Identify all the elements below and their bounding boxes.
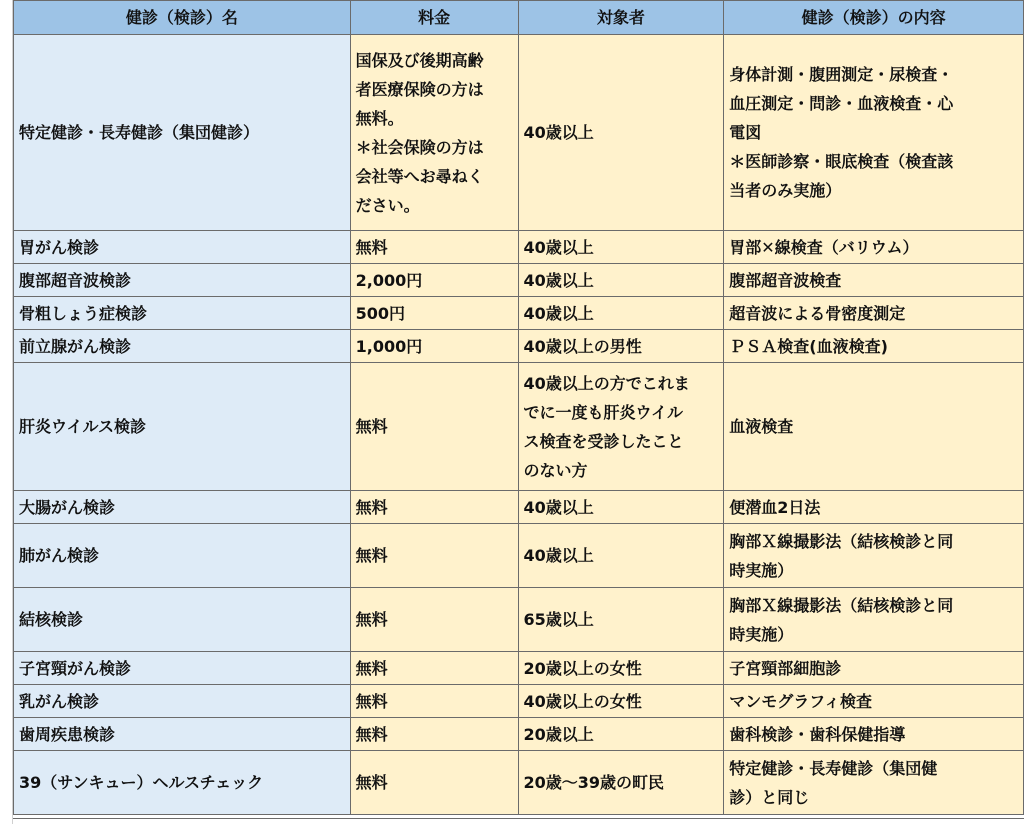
cell-text: 500円 [355, 303, 406, 323]
cell-text: 無料 [355, 610, 388, 629]
cell-text: 胃部✕線検査（バリウム） [729, 237, 919, 257]
cell-text: 胸部Ｘ線撮影法（結核検診と同 時実施） [729, 531, 954, 580]
cell-fee[interactable] [350, 363, 518, 491]
cell-fee[interactable] [350, 264, 518, 297]
table-row [14, 685, 1024, 718]
header-target[interactable]: 対象者 [518, 1, 724, 35]
cell-text: 特定健診・長寿健診（集団健診） [19, 123, 260, 142]
cell-target[interactable] [518, 588, 724, 652]
cell-text: 前立腺がん検診 [19, 336, 132, 356]
cell-text: 子宮頸がん検診 [19, 658, 132, 678]
cell-text: 肝炎ウイルス検診 [19, 417, 147, 436]
checkup-table [13, 0, 1024, 815]
cell-text: 特定健診・長寿健診（集団健 診）と同じ [729, 758, 938, 807]
cell-text: 超音波による骨密度測定 [729, 303, 906, 323]
cell-content[interactable] [724, 297, 1024, 330]
cell-fee[interactable] [350, 524, 518, 588]
cell-text: 肺がん検診 [19, 546, 100, 565]
cell-text: 40歳以上 [523, 123, 594, 142]
cell-text: 胸部Ｘ線撮影法（結核検診と同 時実施） [729, 595, 954, 644]
cell-content[interactable] [724, 363, 1024, 491]
cell-text: 腹部超音波検査 [729, 270, 842, 290]
table-row [14, 588, 1024, 652]
cell-name[interactable] [14, 35, 351, 231]
cell-text: 子宮頸部細胞診 [729, 658, 842, 678]
cell-name[interactable] [14, 363, 351, 491]
cell-text: 無料 [355, 546, 388, 565]
table-row [14, 264, 1024, 297]
table-row [14, 751, 1024, 815]
cell-target[interactable] [518, 363, 724, 491]
cell-target[interactable] [518, 491, 724, 524]
cell-fee[interactable] [350, 718, 518, 751]
cell-name[interactable] [14, 524, 351, 588]
cell-fee[interactable] [350, 231, 518, 264]
cell-text: 腹部超音波検診 [19, 270, 132, 290]
cell-target[interactable] [518, 231, 724, 264]
table-row [14, 652, 1024, 685]
cell-target[interactable] [518, 297, 724, 330]
cell-text: 胃がん検診 [19, 237, 100, 257]
cell-text: 無料 [355, 497, 388, 517]
cell-content[interactable] [724, 751, 1024, 815]
cell-text: 40歳以上 [523, 303, 594, 323]
cell-name[interactable] [14, 330, 351, 363]
cell-text: 無料 [355, 691, 388, 711]
cell-name[interactable] [14, 652, 351, 685]
cell-name[interactable] [14, 231, 351, 264]
cell-content[interactable] [724, 231, 1024, 264]
cell-text: 40歳以上の女性 [523, 691, 642, 711]
cell-text: 無料 [355, 658, 388, 678]
cell-text: 無料 [355, 724, 388, 744]
cell-text: 20歳～39歳の町民 [523, 773, 665, 792]
cell-name[interactable] [14, 751, 351, 815]
table-row [14, 35, 1024, 231]
cell-target[interactable] [518, 524, 724, 588]
table-row [14, 363, 1024, 491]
cell-name[interactable] [14, 491, 351, 524]
cell-text: 国保及び後期高齢 者医療保険の方は 無料。 ＊社会保険の方は 会社等へお尋ねく ださい。 [355, 50, 484, 215]
cell-content[interactable] [724, 491, 1024, 524]
cell-text: 40歳以上 [523, 270, 594, 290]
table-row [14, 524, 1024, 588]
header-fee[interactable]: 料金 [350, 1, 518, 35]
cell-name[interactable] [14, 685, 351, 718]
cell-name[interactable] [14, 718, 351, 751]
cell-target[interactable] [518, 751, 724, 815]
cell-fee[interactable] [350, 491, 518, 524]
cell-content[interactable] [724, 588, 1024, 652]
table-row [14, 491, 1024, 524]
table-row [14, 330, 1024, 363]
header-name[interactable]: 健診（検診）名 [14, 1, 351, 35]
header-content[interactable]: 健診（検診）の内容 [724, 1, 1024, 35]
cell-text: 2,000円 [355, 270, 423, 290]
cell-content[interactable] [724, 35, 1024, 231]
cell-fee[interactable] [350, 588, 518, 652]
cell-fee[interactable] [350, 35, 518, 231]
cell-text: 40歳以上 [523, 237, 594, 257]
cell-target[interactable] [518, 264, 724, 297]
cell-target[interactable] [518, 35, 724, 231]
row-header-strip [0, 0, 13, 824]
cell-content[interactable] [724, 330, 1024, 363]
cell-content[interactable] [724, 652, 1024, 685]
cell-text: 20歳以上 [523, 724, 594, 744]
cell-text: 65歳以上 [523, 610, 594, 629]
cell-content[interactable] [724, 685, 1024, 718]
header-row [14, 1, 1024, 35]
cell-fee[interactable] [350, 751, 518, 815]
cell-text: 40歳以上の男性 [523, 336, 642, 356]
cell-fee[interactable] [350, 297, 518, 330]
table-row [14, 718, 1024, 751]
table-row [14, 297, 1024, 330]
cell-text: 歯周疾患検診 [19, 724, 116, 744]
cell-text: 歯科検診・歯科保健指導 [729, 724, 906, 744]
cell-text: ＰＳＡ検査(血液検査) [729, 336, 888, 356]
cell-target[interactable] [518, 718, 724, 751]
cell-fee[interactable] [350, 330, 518, 363]
cell-text: 無料 [355, 773, 388, 792]
cell-target[interactable] [518, 330, 724, 363]
cell-text: 40歳以上 [523, 546, 594, 565]
cell-text: 1,000円 [355, 336, 423, 356]
cell-fee[interactable] [350, 685, 518, 718]
cell-text: マンモグラフィ検査 [729, 691, 873, 711]
cell-text: 結核検診 [19, 610, 84, 629]
cell-text: 39（サンキュー）ヘルスチェック [19, 773, 264, 792]
cell-target[interactable] [518, 652, 724, 685]
cell-text: 無料 [355, 417, 388, 436]
cell-name[interactable] [14, 297, 351, 330]
cell-text: 血液検査 [729, 417, 794, 436]
cell-content[interactable] [724, 264, 1024, 297]
cell-fee[interactable] [350, 652, 518, 685]
cell-content[interactable] [724, 718, 1024, 751]
table-row [14, 231, 1024, 264]
cell-text: 身体計測・腹囲測定・尿検査・ 血圧測定・問診・血液検査・心 電図 ＊医師診察・眼底検査（検査該 当者のみ実施） [729, 65, 954, 200]
cell-text: 骨粗しょう症検診 [19, 303, 148, 323]
cell-content[interactable] [724, 524, 1024, 588]
cell-text: 20歳以上の女性 [523, 658, 642, 678]
cell-text: 大腸がん検診 [19, 497, 116, 517]
cell-text: 40歳以上の方でこれま でに一度も肝炎ウイル ス検査を受診したこと のない方 [523, 373, 690, 480]
cell-text: 乳がん検診 [19, 691, 100, 711]
cell-text: 無料 [355, 237, 388, 257]
cell-text: 便潜血2日法 [729, 497, 821, 517]
cell-name[interactable] [14, 588, 351, 652]
cell-name[interactable] [14, 264, 351, 297]
cell-text: 40歳以上 [523, 497, 594, 517]
cell-target[interactable] [518, 685, 724, 718]
